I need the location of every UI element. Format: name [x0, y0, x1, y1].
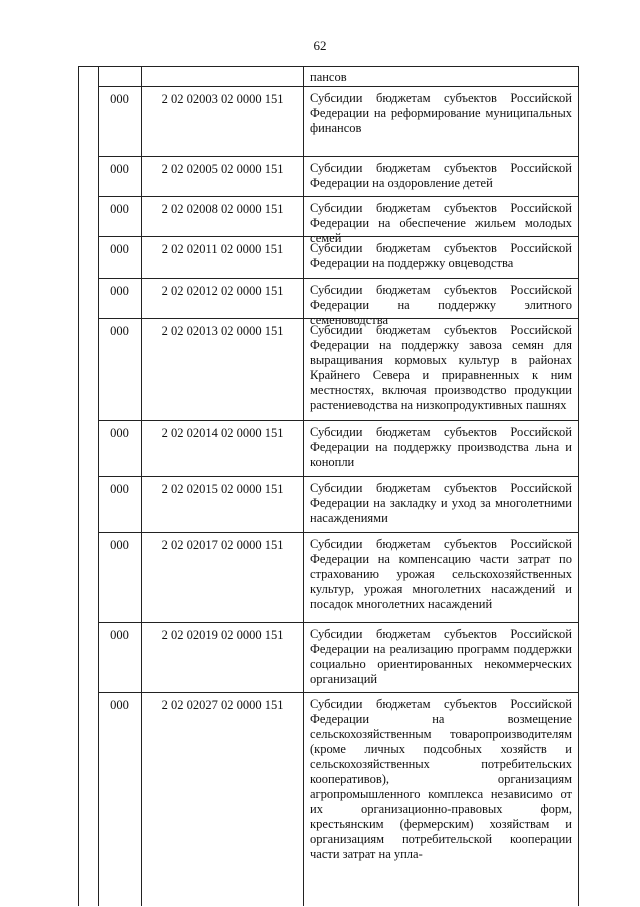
- description-cell: Субсидии бюджетам субъектов Российской Федерации на поддержку овцеводства: [310, 241, 572, 270]
- kbk-cell: 2 02 02003 02 0000 151: [161, 92, 284, 106]
- kbk-cell: 2 02 02015 02 0000 151: [161, 482, 284, 496]
- kbk-cell: 2 02 02019 02 0000 151: [161, 628, 284, 642]
- budget-table: [78, 66, 579, 906]
- code-cell: 000: [110, 628, 129, 642]
- description-cell: Субсидии бюджетам субъектов Российской Федерации на закладку и уход за многолетними насаждениями: [310, 481, 572, 525]
- code-cell: 000: [110, 426, 129, 440]
- table-row: [98, 533, 578, 623]
- table-row: [98, 279, 578, 327]
- description-cell: Субсидии бюджетам субъектов Российской Федерации на реализацию программ поддержки социально ориентированных некоммерческих организаций: [310, 627, 572, 686]
- table-row: [98, 87, 578, 157]
- description-cell: Субсидии бюджетам субъектов Российской Федерации на поддержку элитного семеноводства: [310, 283, 572, 327]
- code-cell: 000: [110, 538, 129, 552]
- description-cell: Субсидии бюджетам субъектов Российской Федерации на компенсацию части затрат по страхованию урожая сельскохозяйственных культур, урожая многолетних насаждений и посадок многолетних насаждений: [310, 537, 572, 611]
- description-cell: пансов: [310, 70, 347, 84]
- table-row: [98, 157, 578, 197]
- table-row: [98, 237, 578, 279]
- table-row: [98, 477, 578, 533]
- description-cell: Субсидии бюджетам субъектов Российской Федерации на возмещение сельскохозяйственным товаропроизводителям (кроме личных подсобных хозяйств и сельскохозяйственных потребительских кооперативов), организациям агропромышленного комплекса независимо от их организационно-правовых форм, крестьянским (фермерским) хозяйствам и организациям потребительской кооперации части затрат на упла-: [310, 697, 572, 861]
- code-cell: 000: [110, 242, 129, 256]
- table-row: [98, 623, 578, 693]
- page-number: 62: [313, 38, 327, 53]
- kbk-cell: 2 02 02013 02 0000 151: [161, 324, 284, 338]
- description-cell: Субсидии бюджетам субъектов Российской Федерации на реформирование муниципальных финансов: [310, 91, 572, 135]
- description-cell: Субсидии бюджетам субъектов Российской Федерации на оздоровление детей: [310, 161, 572, 190]
- kbk-cell: 2 02 02014 02 0000 151: [161, 426, 284, 440]
- kbk-cell: 2 02 02005 02 0000 151: [161, 162, 284, 176]
- kbk-cell: 2 02 02027 02 0000 151: [161, 698, 284, 712]
- kbk-cell: 2 02 02011 02 0000 151: [161, 242, 284, 256]
- table-row: [98, 197, 578, 245]
- table-row: [98, 67, 578, 87]
- kbk-cell: 2 02 02008 02 0000 151: [161, 202, 284, 216]
- code-cell: 000: [110, 92, 129, 106]
- code-cell: 000: [110, 202, 129, 216]
- code-cell: 000: [110, 162, 129, 176]
- description-cell: Субсидии бюджетам субъектов Российской Федерации на поддержку завоза семян для выращивания кормовых культур в районах Крайнего Севера и приравненных к ним местностях, включая производство продукции растениеводства на низкопродуктивных пашнях: [310, 323, 572, 412]
- description-cell: Субсидии бюджетам субъектов Российской Федерации на поддержку производства льна и конопли: [310, 425, 572, 469]
- code-cell: 000: [110, 698, 129, 712]
- kbk-cell: 2 02 02017 02 0000 151: [161, 538, 284, 552]
- code-cell: 000: [110, 284, 129, 298]
- table-row: [98, 319, 578, 421]
- code-cell: 000: [110, 324, 129, 338]
- kbk-cell: 2 02 02012 02 0000 151: [161, 284, 284, 298]
- description-cell: Субсидии бюджетам субъектов Российской Федерации на обеспечение жильем молодых семей: [310, 201, 572, 245]
- table-row: [98, 421, 578, 477]
- code-cell: 000: [110, 482, 129, 496]
- table-row: [98, 693, 578, 907]
